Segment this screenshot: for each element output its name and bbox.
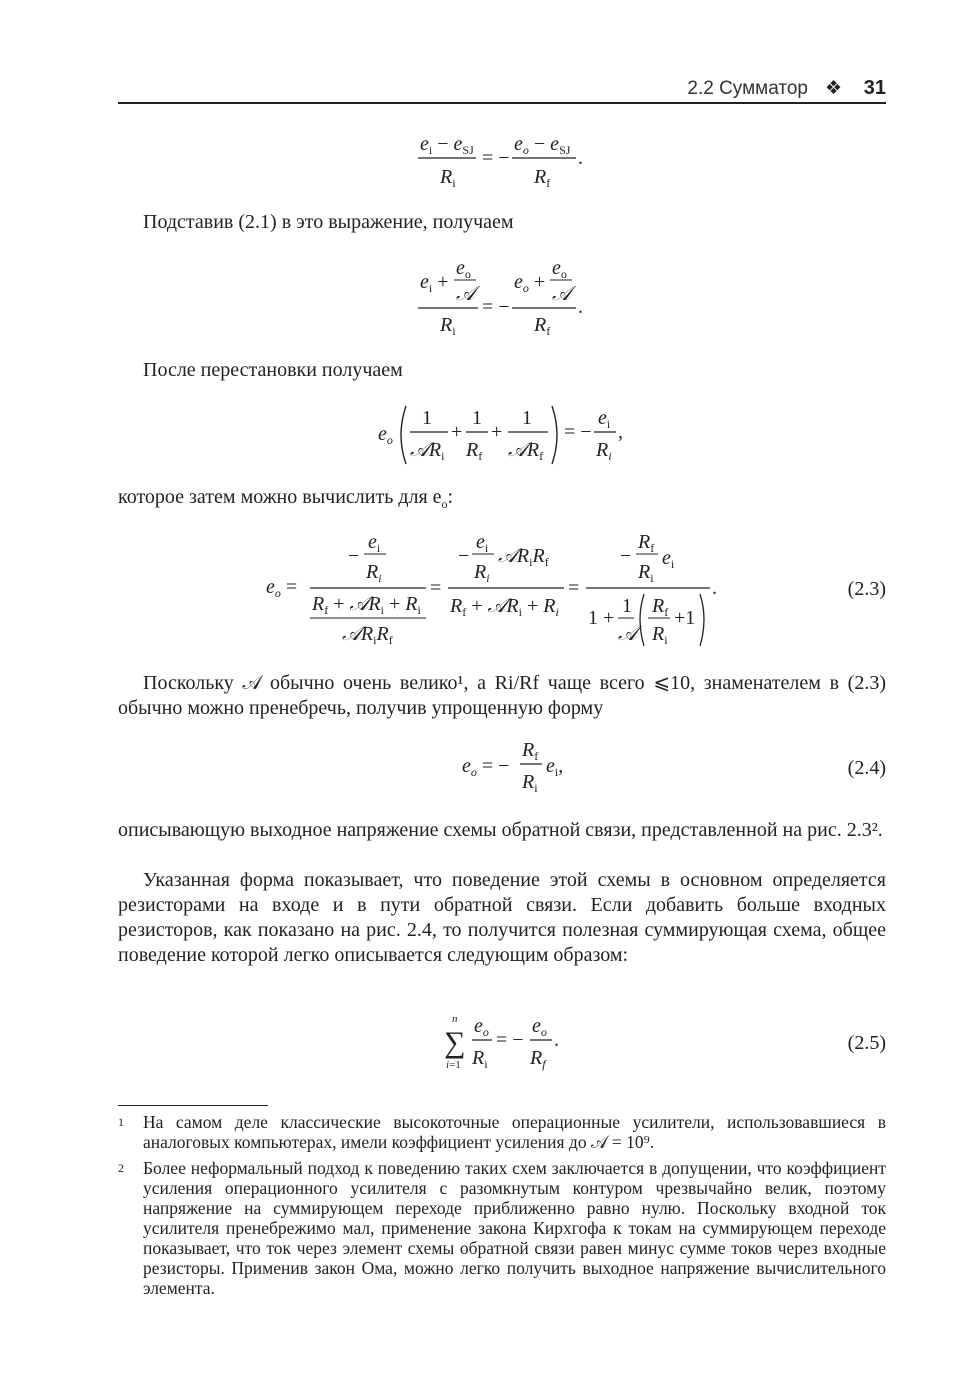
svg-text:.: . xyxy=(578,296,583,318)
svg-text:Rf + 𝒜Ri + Ri: $R_f$ + 𝒜R$_i$ + $R_i$ xyxy=(312,593,421,617)
svg-text:𝒜RiRf: $𝒜R_iR_f$ xyxy=(342,623,393,647)
svg-text:Ri: $R_i$ xyxy=(522,771,538,795)
svg-text:.: . xyxy=(712,577,717,599)
svg-text:eo − eSJ: $e_o - e_{SJ}$ xyxy=(514,133,571,157)
svg-text:Ri: $R_i$ xyxy=(366,561,382,585)
svg-text:eo: $e_o$ xyxy=(474,1015,489,1039)
svg-text:ei: $e_i$ xyxy=(368,531,381,555)
svg-text:1: 1 xyxy=(472,407,482,429)
svg-text:eo = −: $e_o$ = − xyxy=(462,755,510,779)
svg-text:eo: $e_o$ xyxy=(552,257,567,281)
svg-text:𝒜: 𝒜 xyxy=(552,283,571,305)
footnote-rule xyxy=(118,1105,268,1106)
running-header xyxy=(118,74,886,104)
section-title: 2.2 Сумматор xyxy=(687,78,808,99)
svg-text:i=1: i=1 xyxy=(446,1059,461,1071)
footnote-2-number: 2 xyxy=(118,1161,124,1175)
svg-text:eo +: $e_o$ + xyxy=(514,271,546,295)
svg-text:Rf: $R_f$ xyxy=(638,531,655,555)
svg-text:eo =: $e_o$ = xyxy=(266,576,298,600)
svg-text:Rf: $R_f$ xyxy=(530,1047,546,1071)
svg-text:Rf: $R_f$ xyxy=(534,314,551,338)
footnote-1-number: 1 xyxy=(118,1115,124,1129)
svg-text:eo: $e_o$ xyxy=(456,257,471,281)
svg-text:Rf: $R_f$ xyxy=(466,439,483,463)
page-number: 31 xyxy=(863,77,886,99)
svg-text:𝒜Ri: 𝒜R$_i$ xyxy=(410,439,445,463)
svg-text:=: = xyxy=(430,577,442,599)
paragraph-3-end: : xyxy=(447,486,454,508)
footnote-2-text: Более неформальный подход к поведению таких схем заключается в допущении, что коэффициент усиления операционного усилителя с разомкнутым контуром чрезвычайно велик, поэтому напряжение на суммирующем переходе приближенно равно нулю. Поскольку входной ток усилителя пренебрежимо мал, применение закона Кирхгофа к токам на суммирующем переходе показывает, что ток через элемент схемы обратной связи равен минус сумме токов через входные резисторы. Применив закон Ома, можно легко получить выходное напряжение вычислительного элемента. xyxy=(143,1158,886,1298)
svg-text:+: + xyxy=(491,421,503,443)
svg-text:= −: = − xyxy=(482,147,510,169)
svg-text:Ri: $R_i$ xyxy=(596,439,612,463)
paragraph-4: Поскольку 𝒜 обычно очень велико¹, а Ri/Rf чаще всего ⩽10, знаменателем в (2.3) обычно можно пренебречь, получив упрощенную форму xyxy=(118,672,886,719)
svg-text:eo: $e_o$ xyxy=(378,423,393,447)
equation-rearranged xyxy=(372,400,642,470)
svg-text:Ri: $R_i$ xyxy=(472,1047,488,1071)
svg-text:𝒜RiRf: $𝒜R_iR_f$ xyxy=(498,545,549,569)
paragraph-2: После перестановки получаем xyxy=(143,359,403,381)
svg-text:−: − xyxy=(458,545,470,567)
svg-text:1: 1 xyxy=(422,407,432,429)
svg-text:Ri: $R_i$ xyxy=(440,314,456,338)
equation-2 xyxy=(410,256,610,338)
svg-text:.: . xyxy=(554,1029,559,1051)
ornament-icon: ❖ xyxy=(824,78,842,99)
svg-text:+1: +1 xyxy=(674,607,696,629)
paragraph-5: описывающую выходное напряжение схемы обратной связи, представленной на рис. 2.3². xyxy=(118,819,883,841)
svg-text:= −: = − xyxy=(482,296,510,318)
svg-text:Rf: $R_f$ xyxy=(522,739,539,763)
svg-text:Rf: $R_f$ xyxy=(652,595,669,619)
equation-number-2-5: (2.5) xyxy=(847,1032,886,1054)
svg-text:+: + xyxy=(451,421,463,443)
paragraph-3-sub: o xyxy=(441,497,448,511)
svg-text:.: . xyxy=(578,147,583,169)
svg-text:1: 1 xyxy=(622,595,632,617)
svg-text:ei +: $e_i$ + xyxy=(420,271,449,295)
paragraph-3-text: которое затем можно вычислить для e xyxy=(118,486,442,508)
paragraph-3 xyxy=(118,485,886,517)
svg-text:ei: $e_i$ xyxy=(598,407,611,431)
equation-2-3 xyxy=(262,528,732,652)
equation-number-2-4: (2.4) xyxy=(847,757,886,779)
svg-text:1 +: 1 + xyxy=(588,607,615,629)
svg-text:n: n xyxy=(452,1013,458,1025)
svg-text:Rf: $R_f$ xyxy=(534,166,551,190)
equation-2-5 xyxy=(440,1010,580,1072)
footnote-1-text: На самом деле классические высокоточные операционные усилители, использовавшиеся в аналоговых компьютерах, имели коэффициент усиления до 𝒜 = 10⁹. xyxy=(143,1112,886,1152)
footnote-2 xyxy=(118,1158,886,1298)
svg-text:Ri: $R_i$ xyxy=(474,561,490,585)
paragraph-6: Указанная форма показывает, что поведение этой схемы в основном определяется резисторами на входе и в пути обратной связи. Если добавить больше входных резисторов, как показано на рис. 2.4, то получится полезная суммирующая схема, общее поведение которой легко описывается следующим образом: xyxy=(118,869,886,966)
equation-2-4 xyxy=(458,736,588,800)
svg-text:= −: = − xyxy=(496,1029,524,1051)
paragraph-1: Подставив (2.1) в это выражение, получаем xyxy=(143,211,514,233)
svg-text:𝒜: 𝒜 xyxy=(618,623,637,645)
svg-text:Ri: $R_i$ xyxy=(652,623,668,647)
equation-number-2-3: (2.3) xyxy=(847,578,886,600)
svg-text:−: − xyxy=(348,545,360,567)
svg-text:∑: ∑ xyxy=(444,1026,466,1059)
svg-text:−: − xyxy=(620,545,632,567)
svg-text:ei: $e_i$ xyxy=(476,531,489,555)
svg-text:1: 1 xyxy=(522,407,532,429)
svg-text:= −: = − xyxy=(564,421,592,443)
footnote-1 xyxy=(118,1112,886,1152)
svg-text:ei − eSJ: $e_i - e_{SJ}$ xyxy=(420,133,474,157)
svg-text:,: , xyxy=(618,421,623,443)
svg-text:𝒜: 𝒜 xyxy=(456,283,475,305)
svg-text:ei,: $e_i$, xyxy=(546,755,564,779)
svg-text:ei: $e_i$ xyxy=(662,547,675,571)
svg-text:𝒜Rf: 𝒜R$_f$ xyxy=(508,439,544,463)
equation-1 xyxy=(410,128,610,190)
svg-text:Rf + 𝒜Ri + Ri: $R_f$ + 𝒜R$_i$ + $R_i$ xyxy=(450,595,559,619)
svg-text:Ri: $R_i$ xyxy=(638,561,654,585)
svg-text:Ri: $R_i$ xyxy=(440,166,456,190)
svg-text:eo: $e_o$ xyxy=(532,1015,547,1039)
svg-text:=: = xyxy=(568,577,580,599)
